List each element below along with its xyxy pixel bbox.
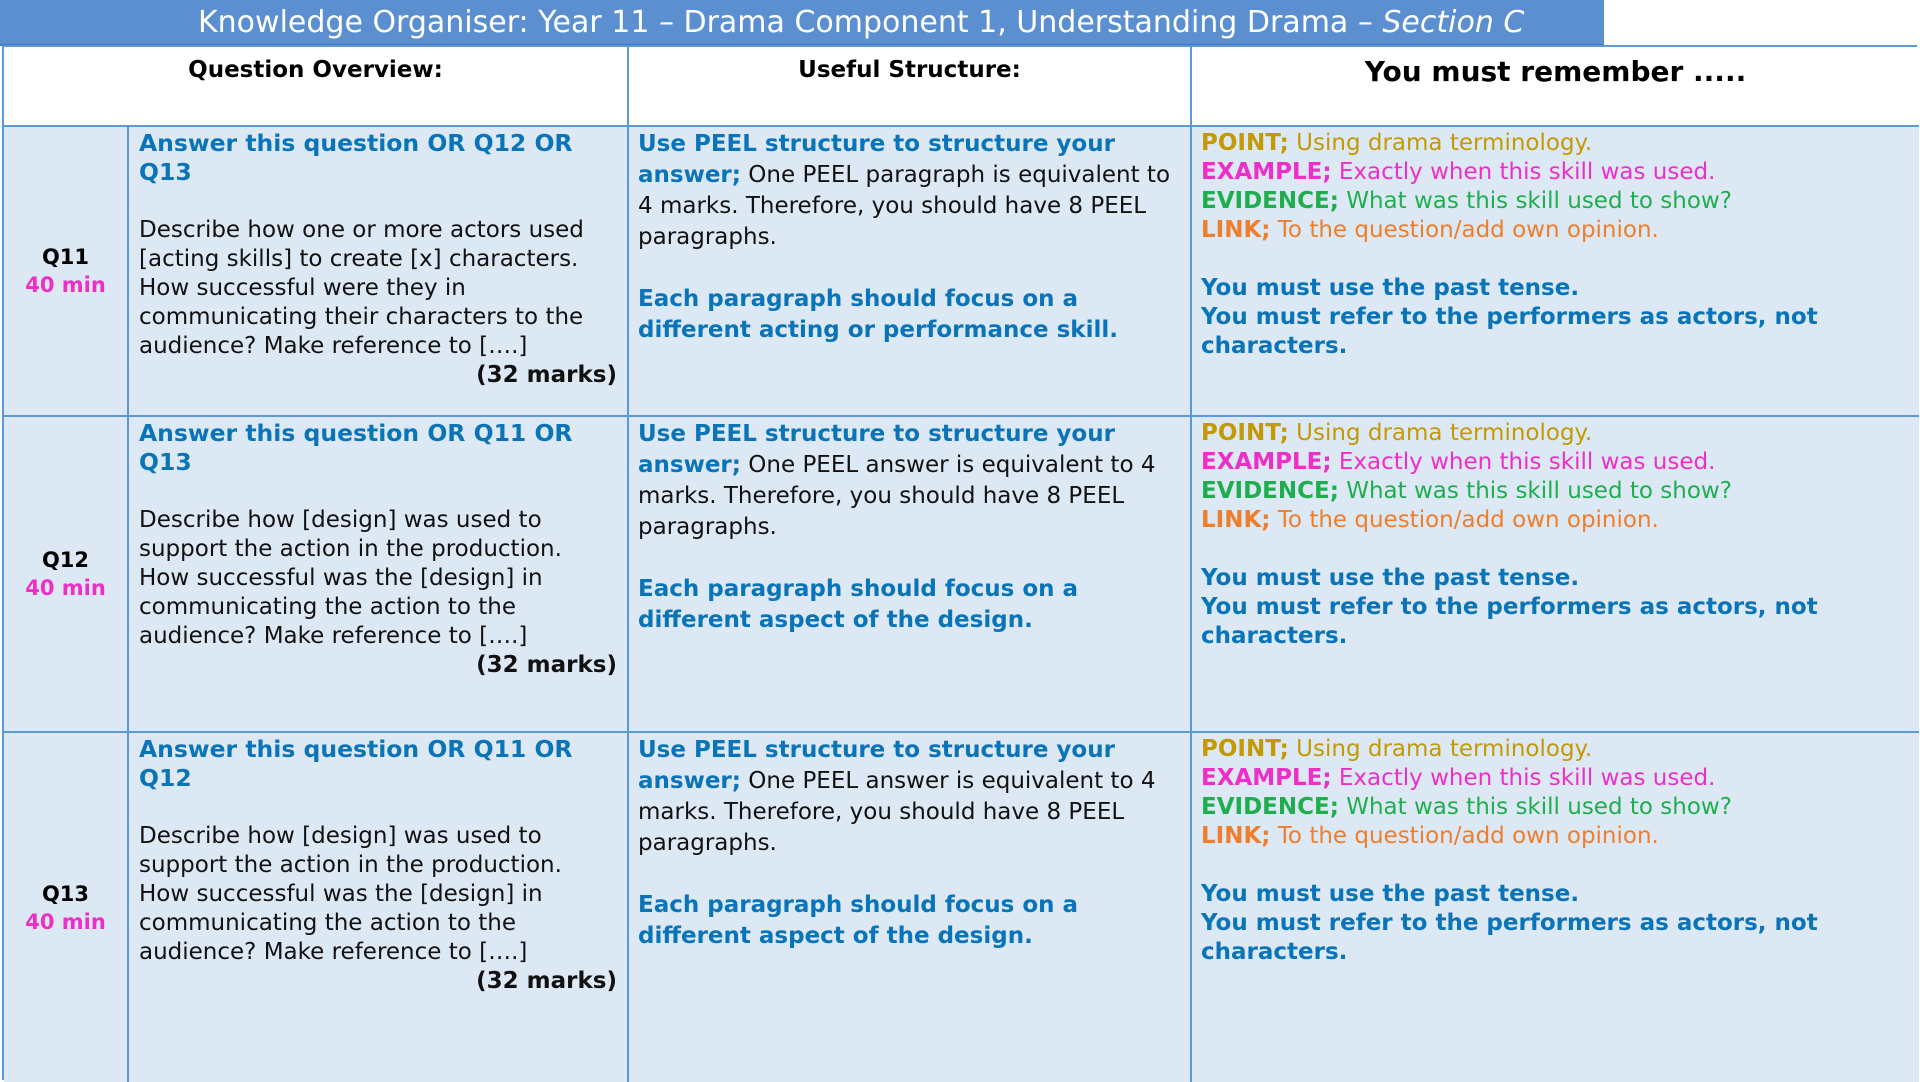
question-marks: (32 marks) (476, 968, 617, 994)
link-text: To the question/add own opinion. (1270, 217, 1659, 243)
question-time: 40 min (25, 273, 106, 297)
must-past-tense: You must use the past tense. (1201, 565, 1580, 591)
point-label: POINT; (1201, 130, 1289, 156)
example-label: EXAMPLE; (1201, 765, 1332, 791)
link-label: LINK; (1201, 507, 1271, 533)
point-label: POINT; (1201, 736, 1289, 762)
evidence-label: EVIDENCE; (1201, 794, 1339, 820)
example-label: EXAMPLE; (1201, 449, 1332, 475)
question-overview (129, 417, 629, 733)
title-section: Section C (1382, 5, 1525, 40)
question-label (4, 417, 129, 733)
structure-bold: Use PEEL structure to structure your answer; (638, 131, 1115, 188)
evidence-text: What was this skill used to show? (1338, 794, 1732, 820)
question-text: Describe how one or more actors used [acting skills] to create [x] characters. How successful were they in communicating their characters to the audience? Make reference to [….] (139, 217, 584, 359)
question-number: Q11 (41, 245, 90, 269)
structure-text: One PEEL answer is equivalent to 4 marks. Therefore, you should have 8 PEEL paragraphs. (638, 768, 1156, 856)
useful-structure (629, 417, 1192, 733)
example-text: Exactly when this skill was used. (1331, 765, 1716, 791)
question-text: Describe how [design] was used to support the action in the production. How successful was the [design] in communicating the action to the audience? Make reference to [….] (139, 507, 562, 649)
remember-notes (1192, 127, 1919, 417)
question-lead: Answer this question OR Q11 OR Q13 (139, 419, 573, 476)
question-time: 40 min (25, 909, 106, 934)
example-text: Exactly when this skill was used. (1331, 159, 1716, 185)
question-label (4, 733, 129, 1082)
structure-text: One PEEL paragraph is equivalent to 4 marks. Therefore, you should have 8 PEEL paragraphs. (638, 162, 1171, 250)
structure-focus: Each paragraph should focus on a different aspect of the design. (638, 892, 1079, 949)
structure-bold: Use PEEL structure to structure your answer; (638, 737, 1115, 794)
must-past-tense: You must use the past tense. (1201, 275, 1580, 301)
example-text: Exactly when this skill was used. (1331, 449, 1716, 475)
structure-focus: Each paragraph should focus on a different aspect of the design. (638, 576, 1079, 633)
must-actors: You must refer to the performers as actors, not characters. (1201, 304, 1818, 359)
question-lead: Answer this question OR Q11 OR Q12 (139, 735, 573, 792)
organiser-table (2, 45, 1917, 1080)
remember-notes (1192, 733, 1919, 1082)
evidence-text: What was this skill used to show? (1338, 478, 1732, 504)
evidence-label: EVIDENCE; (1201, 188, 1339, 214)
useful-structure (629, 127, 1192, 417)
link-text: To the question/add own opinion. (1270, 507, 1659, 533)
question-number: Q12 (41, 548, 90, 572)
link-label: LINK; (1201, 823, 1271, 849)
question-overview (129, 733, 629, 1082)
point-text: Using drama terminology. (1288, 130, 1593, 156)
point-text: Using drama terminology. (1288, 420, 1593, 446)
question-marks: (32 marks) (476, 652, 617, 678)
header-remember: You must remember ..... (1192, 47, 1919, 127)
point-label: POINT; (1201, 420, 1289, 446)
header-structure: Useful Structure: (629, 47, 1192, 127)
evidence-text: What was this skill used to show? (1338, 188, 1732, 214)
question-overview (129, 127, 629, 417)
question-marks: (32 marks) (476, 362, 617, 388)
title-main: Knowledge Organiser: Year 11 – Drama Component 1, Understanding Drama – (198, 5, 1383, 40)
header-overview: Question Overview: (4, 47, 629, 127)
structure-bold: Use PEEL structure to structure your answer; (638, 421, 1115, 478)
question-lead: Answer this question OR Q12 OR Q13 (139, 129, 573, 186)
question-number: Q13 (41, 881, 90, 906)
link-text: To the question/add own opinion. (1270, 823, 1659, 849)
must-actors: You must refer to the performers as actors, not characters. (1201, 910, 1818, 965)
question-time: 40 min (25, 576, 106, 600)
remember-notes (1192, 417, 1919, 733)
structure-focus: Each paragraph should focus on a different acting or performance skill. (638, 286, 1118, 343)
must-past-tense: You must use the past tense. (1201, 881, 1580, 907)
link-label: LINK; (1201, 217, 1271, 243)
example-label: EXAMPLE; (1201, 159, 1332, 185)
useful-structure (629, 733, 1192, 1082)
question-label (4, 127, 129, 417)
must-actors: You must refer to the performers as actors, not characters. (1201, 594, 1818, 649)
question-text: Describe how [design] was used to support the action in the production. How successful was the [design] in communicating the action to the audience? Make reference to [….] (139, 823, 562, 965)
point-text: Using drama terminology. (1288, 736, 1593, 762)
evidence-label: EVIDENCE; (1201, 478, 1339, 504)
structure-text: One PEEL answer is equivalent to 4 marks. Therefore, you should have 8 PEEL paragraphs. (638, 452, 1156, 540)
page-title (0, 0, 1604, 46)
